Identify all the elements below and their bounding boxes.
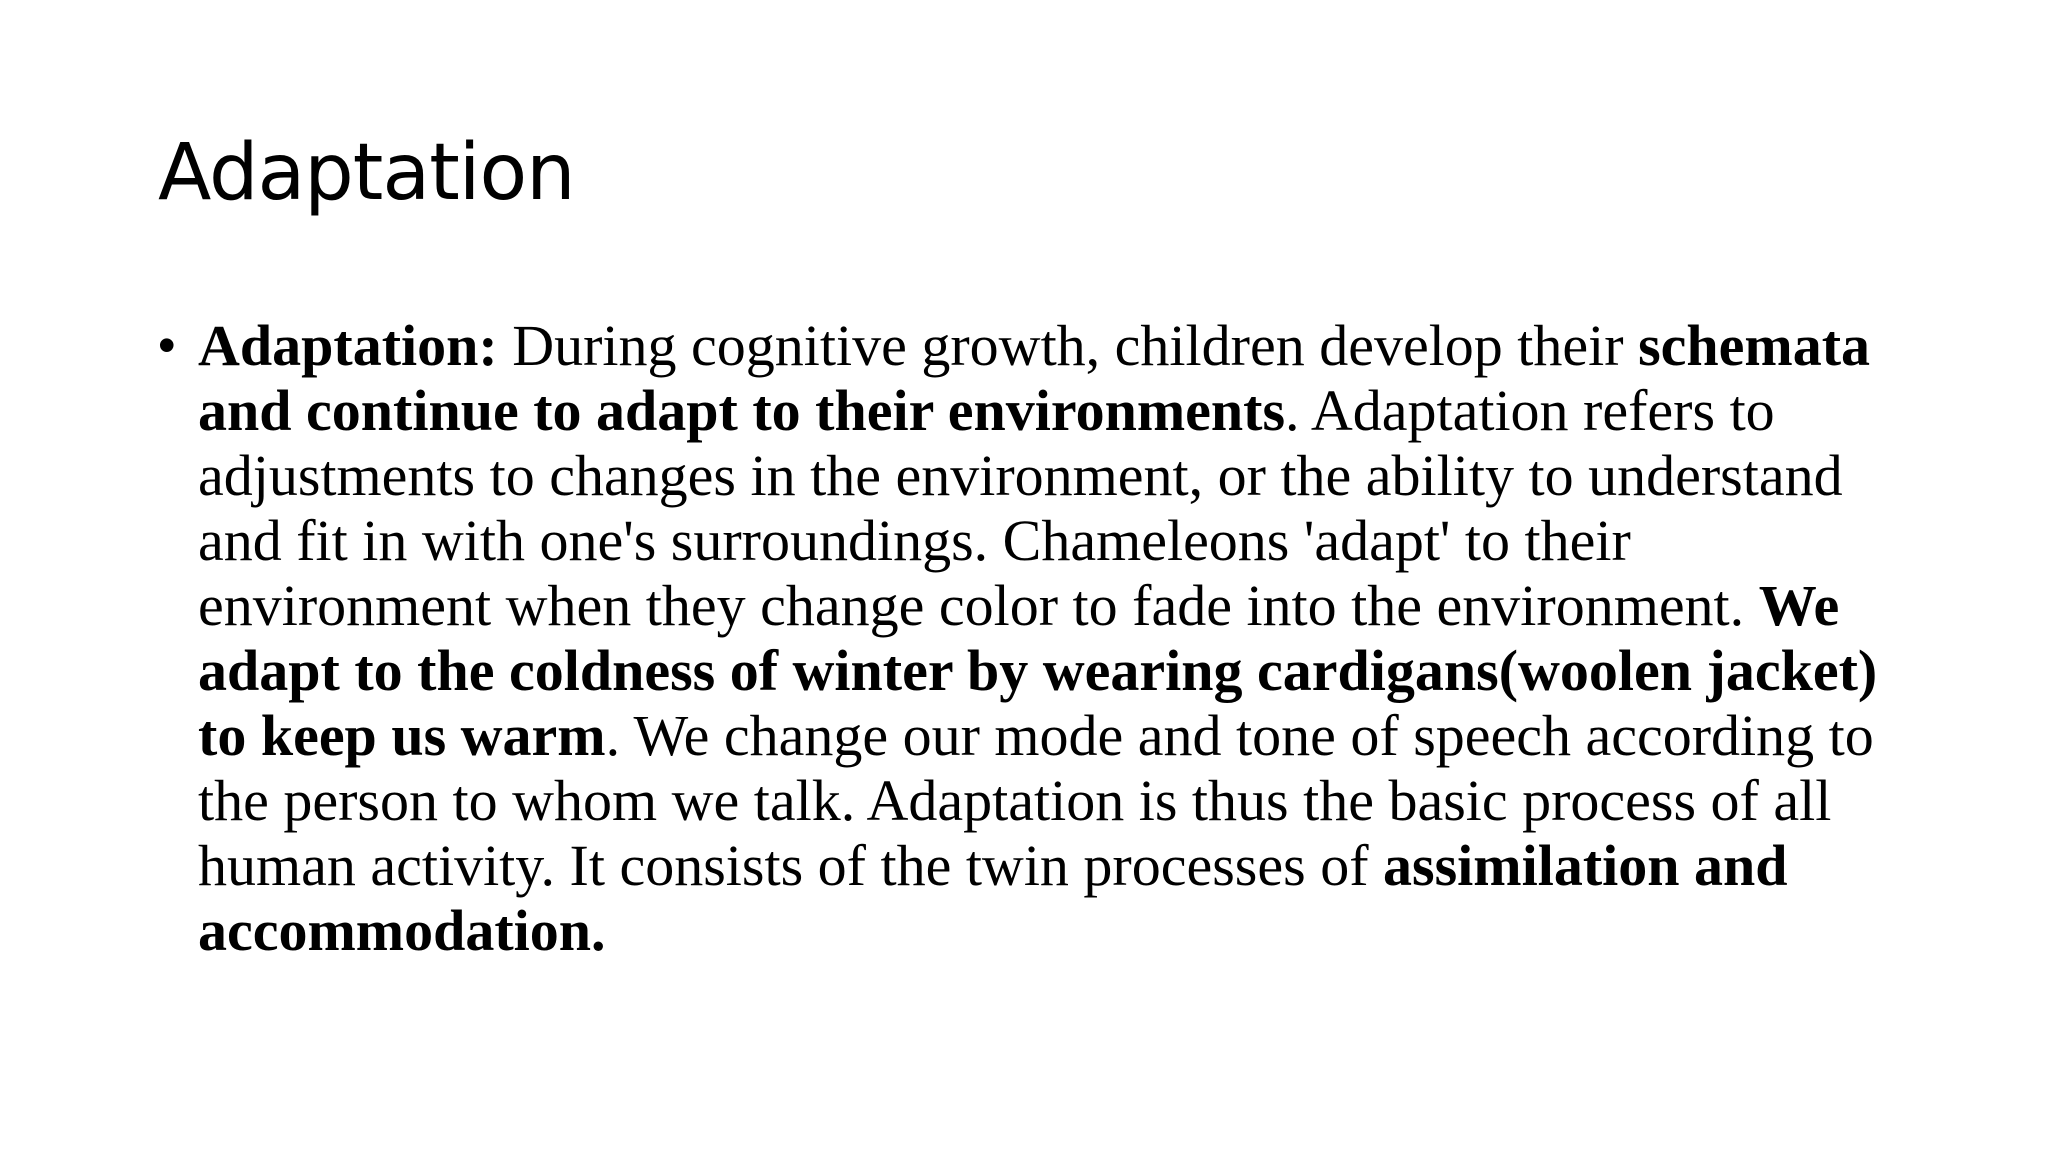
- text-segment: . Adaptation refers to adjustments to changes in the environment, or the ability to understand and fit in with one's surroundings. Chameleons 'adapt' to their environment when they change color to fade into the environment.: [198, 378, 1843, 638]
- slide-title: Adaptation: [158, 128, 575, 218]
- bullet-item: [158, 313, 1918, 963]
- bullet-icon: •: [158, 317, 176, 373]
- text-segment: During cognitive growth, children develop their: [497, 313, 1639, 378]
- text-segment: . We change our mode and tone of speech according to the person to whom we talk. Adaptation is thus the basic process of all human activity. It consists of the twin processes of: [198, 703, 1874, 898]
- bullet-text: [198, 313, 1918, 963]
- term-adaptation: Adaptation:: [198, 313, 498, 378]
- emphasis-winter-example: We adapt to the coldness of winter by wearing cardigans(woolen jacket) to keep us warm: [198, 573, 1878, 768]
- emphasis-assimilation-accommodation: assimilation and accommodation.: [198, 833, 1788, 963]
- slide-content: [158, 313, 1918, 963]
- emphasis-schemata: schemata and continue to adapt to their environments: [198, 313, 1871, 443]
